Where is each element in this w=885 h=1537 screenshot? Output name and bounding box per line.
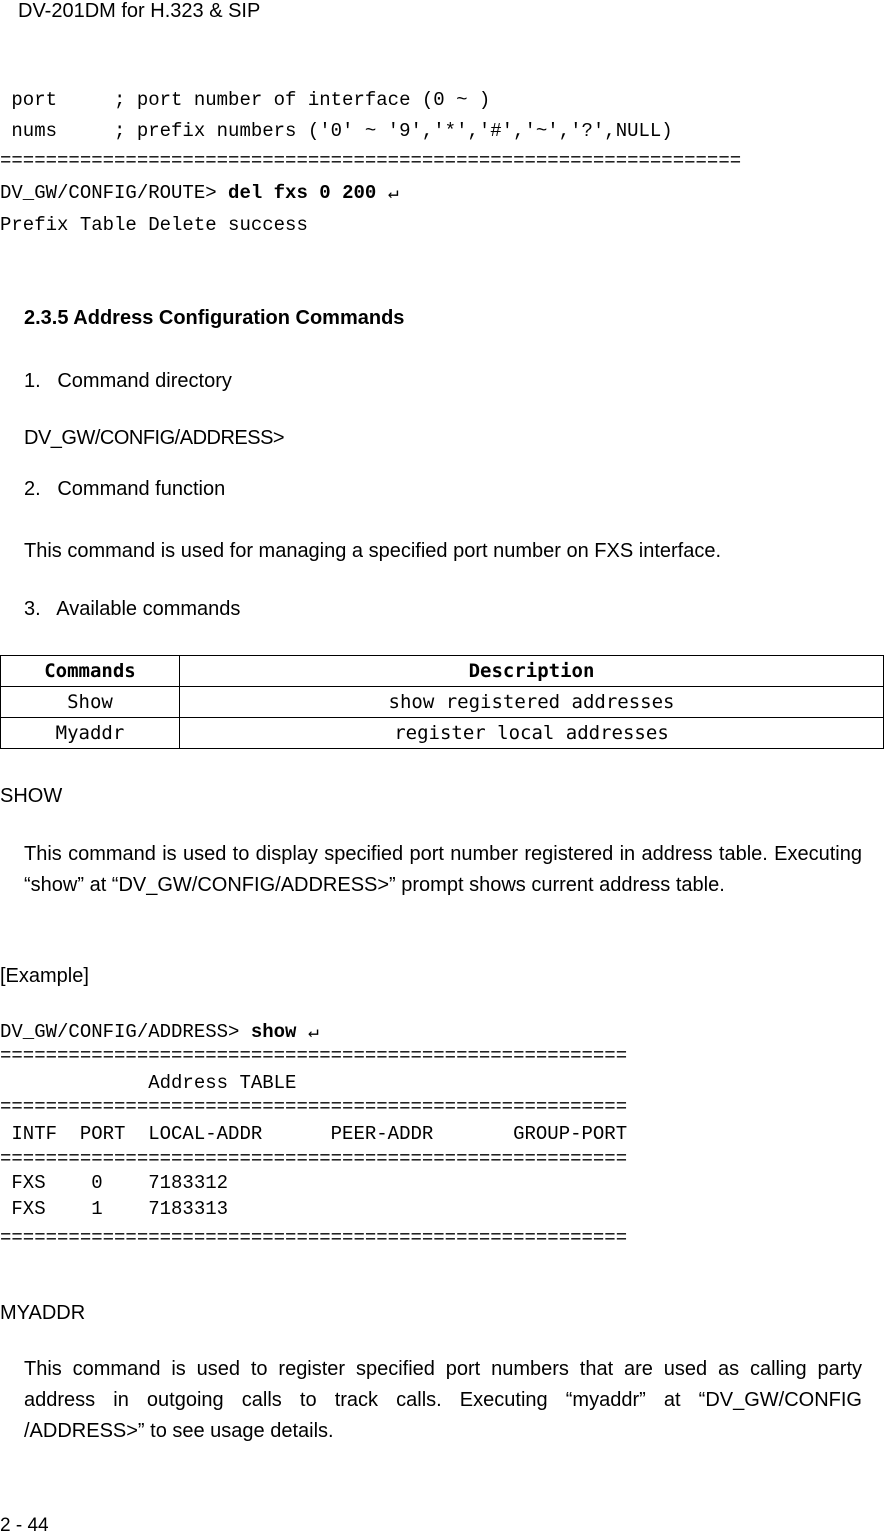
route-prompt: DV_GW/CONFIG/ROUTE> — [0, 182, 229, 204]
myaddr-heading: MYADDR — [0, 1302, 86, 1324]
command-directory-path: DV_GW/CONFIG/ADDRESS> — [24, 427, 285, 449]
show-heading: SHOW — [0, 785, 63, 807]
table-row — [1, 718, 884, 749]
item-command-function: 2. Command function — [24, 478, 226, 500]
table-row — [1, 687, 884, 718]
table-header-row — [1, 656, 884, 687]
item-command-directory: 1. Command directory — [24, 370, 232, 392]
myaddr-description: This command is used to register specified port numbers that are used as calling party address in outgoing calls to track calls. Executing “myaddr” at “DV_GW/CONFIG /ADDRESS>” to see usage details. — [24, 1358, 862, 1442]
show-command-line — [0, 1021, 319, 1043]
address-table-title: Address TABLE — [0, 1072, 297, 1094]
command-function-text: This command is used for managing a specified port number on FXS interface. — [24, 540, 722, 562]
table-header-commands: Commands — [1, 656, 180, 687]
table-header-description: Description — [180, 656, 884, 687]
route-result: Prefix Table Delete success — [0, 214, 308, 236]
return-icon: ↵ — [387, 184, 399, 204]
example-label: [Example] — [0, 965, 89, 987]
table-cell-command: Myaddr — [1, 718, 180, 749]
address-table-columns: INTF PORT LOCAL-ADDR PEER-ADDR GROUP-PORT — [0, 1123, 628, 1145]
separator-line: ======================================================= — [0, 1045, 628, 1067]
show-description: This command is used to display specified port number registered in address table. Executing “show” at “DV_GW/CONFIG/ADDRESS>” prompt shows current address table. — [24, 843, 862, 896]
commands-table — [0, 655, 884, 749]
separator-line: ======================================================= — [0, 1148, 628, 1170]
route-command: del fxs 0 200 — [228, 182, 377, 204]
document-header: DV-201DM for H.323 & SIP — [18, 0, 261, 22]
param-line-nums: nums ; prefix numbers ('0' ~ '9','*','#','~','?',NULL) — [0, 120, 673, 142]
item-available-commands: 3. Available commands — [24, 598, 241, 620]
param-line-port: port ; port number of interface (0 ~ ) — [0, 89, 491, 111]
table-cell-description: show registered addresses — [180, 687, 884, 718]
show-command: show — [250, 1021, 297, 1043]
section-title: 2.3.5 Address Configuration Commands — [24, 307, 405, 329]
table-cell-description: register local addresses — [180, 718, 884, 749]
address-table-row: FXS 1 7183313 — [0, 1198, 229, 1220]
address-table-row: FXS 0 7183312 — [0, 1172, 229, 1194]
page-number: 2 - 44 — [0, 1515, 49, 1536]
table-cell-command: Show — [1, 687, 180, 718]
route-command-line — [0, 182, 399, 204]
show-prompt: DV_GW/CONFIG/ADDRESS> — [0, 1021, 251, 1043]
return-icon: ↵ — [307, 1023, 319, 1043]
separator-line: ======================================================= — [0, 1096, 628, 1118]
separator-line: ======================================================= — [0, 1227, 628, 1249]
separator-line: ================================================================= — [0, 150, 742, 172]
